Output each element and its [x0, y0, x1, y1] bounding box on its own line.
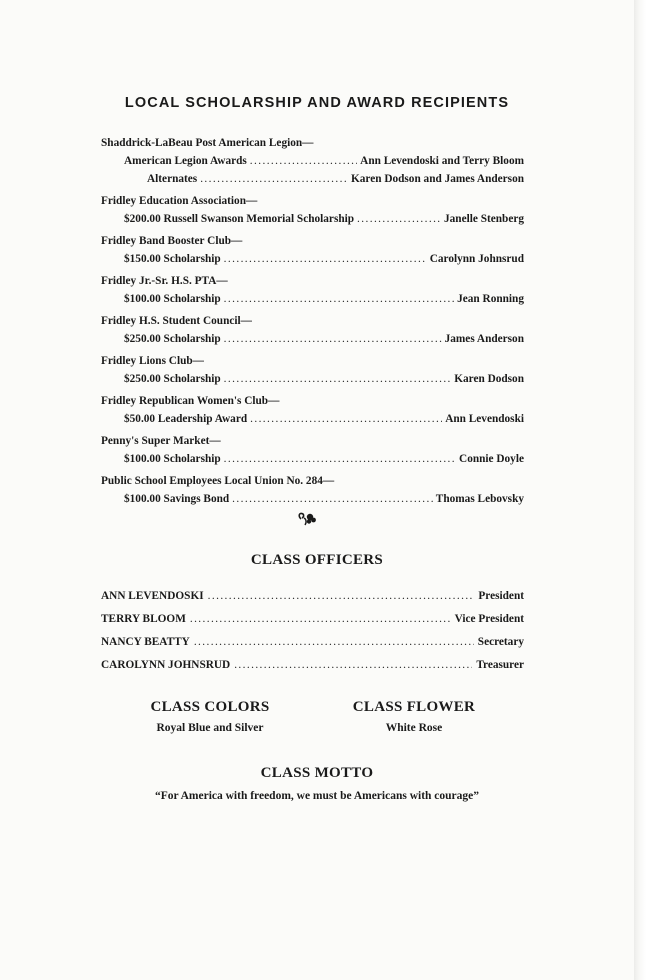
- officer-name: ANN LEVENDOSKI: [101, 590, 204, 602]
- award-line: [101, 330, 524, 348]
- officer-name: CAROLYNN JOHNSRUD: [101, 659, 231, 671]
- award-recipient: Karen Dodson: [454, 373, 524, 385]
- dot-leader: [224, 450, 456, 468]
- award-line: [101, 450, 524, 468]
- class-colors-title: CLASS COLORS: [150, 699, 270, 715]
- page-heading: LOCAL SCHOLARSHIP AND AWARD RECIPIENTS: [124, 95, 510, 111]
- officer-role: Secretary: [477, 636, 524, 648]
- award-entry: [101, 272, 524, 308]
- officer-role: Treasurer: [476, 659, 524, 671]
- officer-role: President: [478, 590, 524, 602]
- class-motto-text: “For America with freedom, we must be Americans with courage”: [154, 790, 480, 802]
- award-line: [101, 170, 524, 188]
- award-organization: Fridley H.S. Student Council—: [101, 315, 252, 327]
- award-entry: [101, 312, 524, 348]
- dot-leader: [232, 490, 433, 508]
- dot-leader: [194, 631, 474, 654]
- award-entry: [101, 432, 524, 468]
- award-line: [101, 250, 524, 268]
- dot-leader: [250, 410, 442, 428]
- award-entry: [101, 352, 524, 388]
- award-line: [101, 152, 524, 170]
- award-organization: Fridley Lions Club—: [101, 355, 204, 367]
- dot-leader: [224, 370, 452, 388]
- dot-leader: [208, 585, 475, 608]
- award-label: Alternates: [147, 173, 198, 185]
- award-organization: Fridley Jr.-Sr. H.S. PTA—: [101, 275, 228, 287]
- award-line: [101, 210, 524, 228]
- officer-role: Vice President: [454, 613, 524, 625]
- award-label: $150.00 Scholarship: [124, 253, 221, 265]
- award-label: $50.00 Leadership Award: [124, 413, 248, 425]
- dot-leader: [224, 250, 427, 268]
- award-label: $100.00 Scholarship: [124, 453, 221, 465]
- officers-list: [101, 585, 524, 677]
- award-organization: Fridley Education Association—: [101, 195, 258, 207]
- award-entry: [101, 192, 524, 228]
- class-flower-title: CLASS FLOWER: [352, 699, 476, 715]
- officer-row: [101, 608, 524, 631]
- award-organization: Fridley Band Booster Club—: [101, 235, 243, 247]
- award-line: [101, 370, 524, 388]
- dot-leader: [250, 152, 357, 170]
- officer-name: NANCY BEATTY: [101, 636, 190, 648]
- award-label: $200.00 Russell Swanson Memorial Scholarship: [124, 213, 355, 225]
- dot-leader: [224, 330, 442, 348]
- award-label: $100.00 Savings Bond: [124, 493, 230, 505]
- award-recipient: Ann Levendoski and Terry Bloom: [360, 155, 524, 167]
- officer-name: TERRY BLOOM: [101, 613, 186, 625]
- award-recipient: Jean Ronning: [457, 293, 524, 305]
- dot-leader: [224, 290, 454, 308]
- class-motto-title: CLASS MOTTO: [260, 765, 374, 781]
- award-recipient: Ann Levendoski: [445, 413, 524, 425]
- award-entry: [101, 472, 524, 508]
- dot-leader: [357, 210, 441, 228]
- dot-leader: [190, 608, 451, 631]
- award-label: $100.00 Scholarship: [124, 293, 221, 305]
- officer-row: [101, 631, 524, 654]
- scholarship-list: [101, 134, 524, 512]
- award-label: $250.00 Scholarship: [124, 373, 221, 385]
- award-organization: Public School Employees Local Union No. 284—: [101, 475, 335, 487]
- award-label: $250.00 Scholarship: [124, 333, 221, 345]
- page-edge: [634, 0, 646, 980]
- dot-leader: [234, 654, 472, 677]
- award-recipient: Thomas Lebovsky: [435, 493, 524, 505]
- award-line: [101, 410, 524, 428]
- award-entry: [101, 134, 524, 188]
- award-recipient: Connie Doyle: [459, 453, 524, 465]
- fleuron-icon: [295, 506, 319, 530]
- dot-leader: [200, 170, 348, 188]
- officers-title: CLASS OFFICERS: [250, 552, 384, 568]
- award-line: [101, 290, 524, 308]
- award-entry: [101, 392, 524, 428]
- class-flower-value: White Rose: [385, 722, 443, 734]
- award-recipient: Karen Dodson and James Anderson: [350, 173, 524, 185]
- award-organization: Fridley Republican Women's Club—: [101, 395, 280, 407]
- award-organization: Penny's Super Market—: [101, 435, 221, 447]
- award-entry: [101, 232, 524, 268]
- officer-row: [101, 585, 524, 608]
- award-recipient: Carolynn Johnsrud: [429, 253, 524, 265]
- class-colors-value: Royal Blue and Silver: [156, 722, 264, 734]
- officer-row: [101, 654, 524, 677]
- award-organization: Shaddrick-LaBeau Post American Legion—: [101, 137, 314, 149]
- award-label: American Legion Awards: [124, 155, 247, 167]
- award-recipient: Janelle Stenberg: [443, 213, 524, 225]
- award-recipient: James Anderson: [444, 333, 524, 345]
